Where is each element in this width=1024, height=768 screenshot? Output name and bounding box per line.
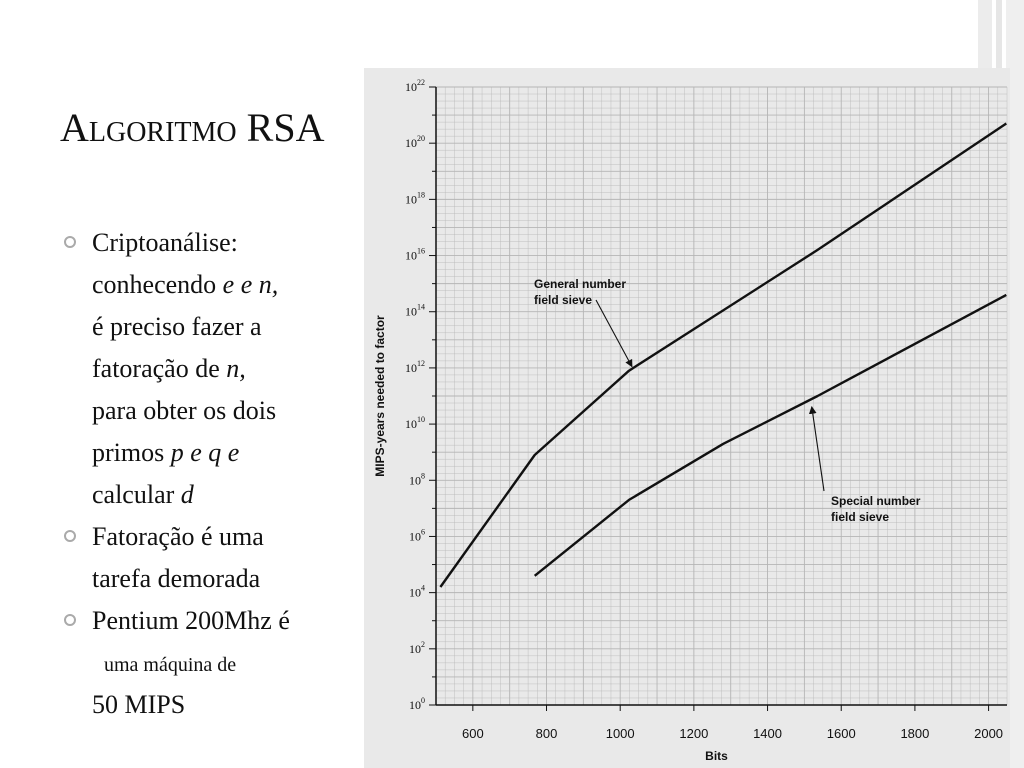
text-segment: fatoração de: [92, 354, 227, 383]
x-tick-label: 1800: [900, 726, 930, 741]
annotation-label: field sieve: [831, 510, 890, 524]
bullet-item-pentium: [64, 600, 364, 726]
y-tick-exponent: 6: [421, 527, 425, 537]
y-tick-exponent: 10: [417, 415, 425, 425]
y-tick-label: $10^0$: [409, 696, 425, 712]
y-tick-exponent: 16: [417, 246, 425, 256]
y-tick-exponent: 14: [417, 302, 425, 312]
y-tick-label: $10^2$: [409, 639, 425, 656]
bullet-line: [92, 264, 364, 306]
x-axis-title: Bits: [705, 749, 728, 763]
x-tick-label: 1200: [679, 726, 709, 741]
chart-axes: [373, 78, 1007, 763]
text-segment: é preciso fazer a: [92, 312, 262, 341]
x-tick-label: 2000: [974, 726, 1004, 741]
x-tick-label: 1400: [753, 726, 783, 741]
text-segment: conhecendo: [92, 270, 223, 299]
y-tick-exponent: 20: [417, 134, 425, 144]
bullet-line: [92, 432, 364, 474]
y-tick-exponent: 12: [417, 358, 425, 368]
bullet-text: [92, 600, 364, 726]
y-tick-exponent: 8: [421, 471, 425, 481]
y-tick-label: $10^8$: [409, 471, 425, 488]
bullet-circle-icon: [64, 530, 76, 542]
chart-labels: [534, 277, 921, 524]
italic-variable: d: [180, 480, 194, 509]
bullet-line: [92, 474, 364, 516]
y-tick-exponent: 4: [421, 583, 425, 593]
text-segment: Criptoanálise:: [92, 228, 238, 257]
y-tick-label: $10^{18}$: [405, 190, 425, 207]
annotation-label: Special number: [831, 494, 921, 508]
annotation-label: General number: [534, 277, 627, 291]
bullet-line-small: uma máquina de: [104, 654, 237, 676]
y-tick-label: $10^{12}$: [405, 358, 425, 375]
factoring-chart: [364, 68, 1010, 768]
chart-figure: [364, 68, 1010, 768]
x-tick-label: 1600: [826, 726, 856, 741]
y-axis-title: MIPS-years needed to factor: [373, 315, 387, 477]
y-tick-label: $10^{22}$: [405, 78, 425, 94]
bullet-line: 50 MIPS: [92, 690, 186, 719]
y-tick-exponent: 2: [421, 639, 425, 649]
bullet-text: [92, 222, 364, 516]
bullet-circle-icon: [64, 236, 76, 248]
series-line-general-nfs: [440, 124, 1006, 588]
text-segment: tarefa demorada: [92, 564, 261, 593]
series-line-special-nfs: [535, 295, 1007, 576]
bullet-item-factoring: [64, 516, 364, 600]
y-tick-label: $10^{10}$: [405, 415, 425, 432]
y-tick-label: $10^6$: [409, 527, 425, 544]
slide-title: Algoritmo RSA: [60, 105, 325, 150]
y-tick-label: $10^4$: [409, 583, 425, 600]
italic-variable: n,: [226, 354, 246, 383]
bullet-text: [92, 516, 364, 600]
bullet-line: [92, 306, 364, 348]
text-segment: calcular: [92, 480, 181, 509]
x-tick-label: 600: [461, 726, 484, 741]
bullet-line: [92, 390, 364, 432]
y-tick-exponent: 0: [421, 696, 425, 705]
bullet-line: Pentium 200Mhz é: [92, 606, 290, 635]
annotation-label: field sieve: [534, 293, 593, 307]
y-tick-label: $10^{14}$: [405, 302, 425, 319]
y-tick-label: $10^{20}$: [405, 134, 425, 151]
bullet-line: [92, 516, 364, 558]
chart-series: [440, 124, 1006, 588]
italic-variable: e e n,: [222, 270, 279, 299]
text-segment: primos: [92, 438, 171, 467]
bullet-line: [92, 558, 364, 600]
bullet-line: [92, 222, 364, 264]
y-tick-exponent: 22: [417, 78, 425, 87]
bullet-list: [64, 222, 364, 726]
x-tick-label: 800: [535, 726, 558, 741]
y-tick-exponent: 18: [417, 190, 425, 200]
italic-variable: p e q e: [170, 438, 240, 467]
text-segment: para obter os dois: [92, 396, 277, 425]
y-tick-label: $10^{16}$: [405, 246, 425, 263]
x-tick-label: 1000: [605, 726, 635, 741]
text-segment: Fatoração é uma: [92, 522, 264, 551]
bullet-circle-icon: [64, 614, 76, 626]
annotation-arrow: [596, 300, 632, 367]
bullet-item-cryptanalysis: [64, 222, 364, 516]
bullet-line: [92, 348, 364, 390]
